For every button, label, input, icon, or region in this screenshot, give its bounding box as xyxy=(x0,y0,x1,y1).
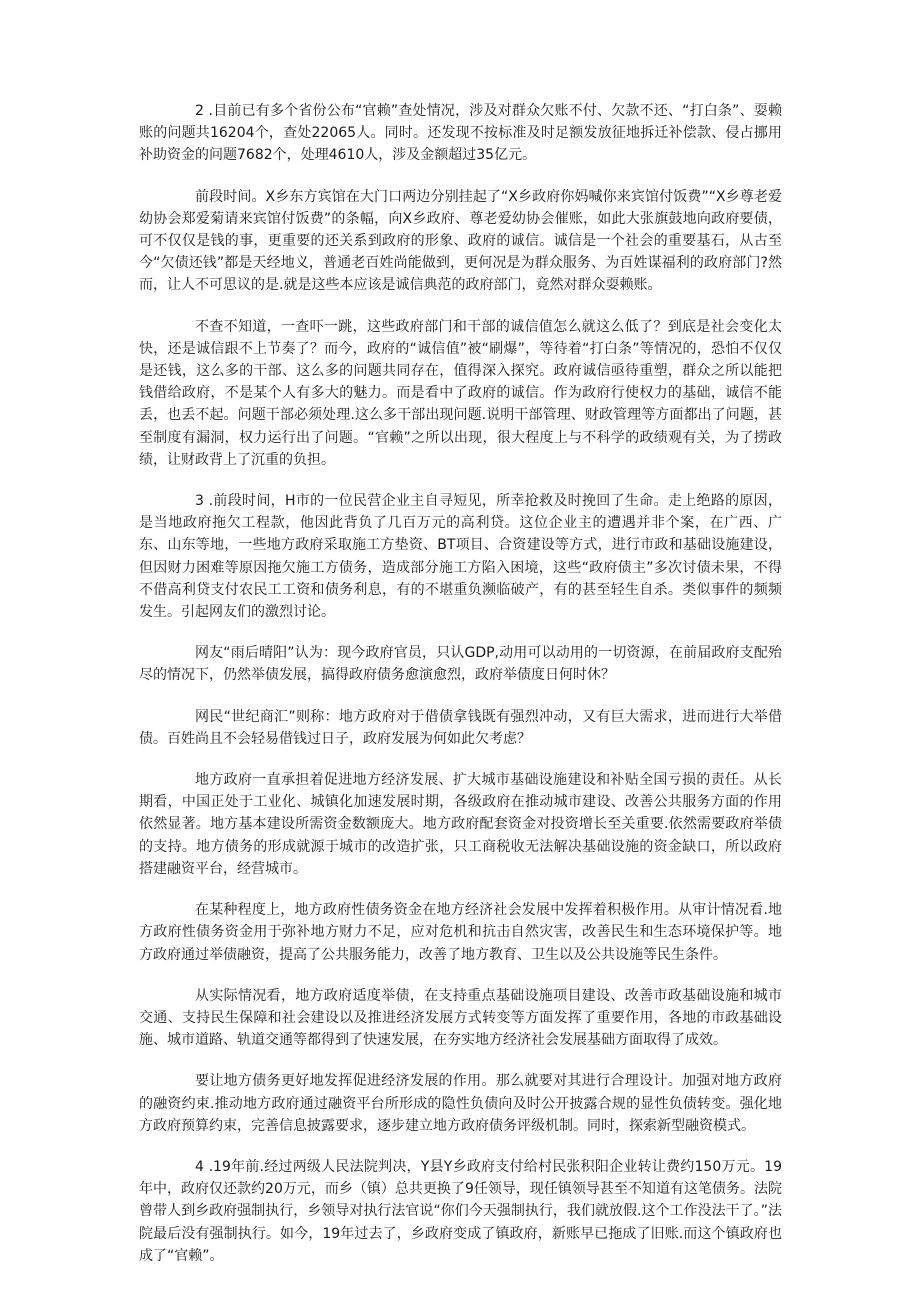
paragraph-2: 前段时间。X乡东方宾馆在大门口两边分别挂起了“X乡政府你妈喊你来宾馆付饭费”“X乡尊老爱幼协会郑爱菊请来宾馆付饭费”的条幅，向X乡政府、尊老爱幼协会催账，如此大张旗鼓地向政府要债，可不仅仅是钱的事，更重要的还关系到政府的形象、政府的诚信。诚信是一个社会的重要基石，从古至今“欠债还钱”都是天经地义，普通老百姓尚能做到，更何况是为群众服务、为百姓谋福利的政府部门?然而，让人不可思议的是.就是这些本应该是诚信典范的政府部门，竟然对群众耍赖账。 xyxy=(139,188,782,294)
paragraph-3: 不查不知道，一查吓一跳，这些政府部门和干部的诚信值怎么就这么低了？到底是社会变化太快，还是诚信跟不上节奏了？而今，政府的“诚信值”被“刷爆”，等待着“打白条”等情况的，恐怕不仅仅是还钱，这么多的干部、这么多的问题共同存在，值得深入探究。政府诚信亟待重塑，群众之所以能把钱借给政府，不是某个人有多大的魅力。而是看中了政府的诚信。作为政府行使权力的基础，诚信不能丢，也丢不起。问题干部必须处理.这么多干部出现问题.说明干部管理、财政管理等方面都出了问题，甚至制度有漏洞，权力运行出了问题。“官赖”之所以出现，很大程度上与不科学的政绩观有关，为了捞政绩，让财政背上了沉重的负担。 xyxy=(139,318,782,468)
paragraph-7: 地方政府一直承担着促进地方经济发展、扩大城市基础设施建设和补贴全国亏损的责任。从长期看，中国正处于工业化、城镇化加速发展时期，各级政府在推动城市建设、改善公共服务方面的作用依然显著。地方基本建设所需资金数额庞大。地方政府配套资金对投资增长至关重要.依然需要政府举债的支持。地方债务的形成就源于城市的改造扩张，只工商税收无法解决基础设施的资金缺口，所以政府搭建融资平台，经营城市。 xyxy=(139,772,782,877)
paragraph-6: 网民“世纪商汇”则称：地方政府对于借债拿钱既有强烈冲动，又有巨大需求，进而进行大举借债。百姓尚且不会轻易借钱过日子，政府发展为何如此欠考虑？ xyxy=(139,708,782,747)
paragraph-1: 2 .目前已有多个省份公布“官赖”查处情况，涉及对群众欠账不付、欠款不还、“打白条”、耍赖账的问题共16204个，查处22065人。同时。还发现不按标准及时足额发放征地拆迁补偿款、侵占挪用补助资金的问题7682个，处理4610人，涉及金额超过35亿元。 xyxy=(139,103,782,164)
paragraph-11: 4 .19年前.经过两级人民法院判决，Y县Y乡政府支付给村民张积阳企业转让费约150万元。19年中，政府仅还款约20万元，而乡（镇）总共更换了9任领导，现任镇领导甚至不知道有这笔债务。法院曾带人到乡政府强制执行，乡领导对执行法官说“你们今天强制执行，我们就放假.这个工作没法干了。”法院最后没有强制执行。如今，19年过去了，乡政府变成了镇政府，新账早已拖成了旧账.而这个镇政府也成了“官赖”。 xyxy=(139,1158,782,1264)
paragraph-5: 网友“雨后晴阳”认为：现今政府官员，只认GDP,动用可以动用的一切资源，在前届政府支配殆尽的情况下，仍然举债发展，搞得政府债务愈演愈烈，政府举债度日何时休？ xyxy=(139,645,782,684)
paragraph-8: 在某种程度上，地方政府性债务资金在地方经济社会发展中发挥着积极作用。从审计情况看.地方政府性债务资金用于弥补地方财力不足，应对危机和抗击自然灾害，改善民生和生态环境保护等。地方政府通过举债融资，提高了公共服务能力，改善了地方教育、卫生以及公共设施等民生条件。 xyxy=(139,902,782,963)
paragraph-10: 要让地方债务更好地发挥促进经济发展的作用。那么就要对其进行合理设计。加强对地方政府的融资约束.推动地方政府通过融资平台所形成的隐性负债向及时公开披露合规的显性负债转变。强化地方政府预算约束，完善信息披露要求，逐步建立地方政府债务评级机制。同时，探索新型融资模式。 xyxy=(139,1073,782,1134)
paragraph-4: 3 .前段时间，H市的一位民营企业主自寻短见，所幸抢救及时挽回了生命。走上绝路的原因，是当地政府拖欠工程款，他因此背负了几百万元的高利贷。这位企业主的遭遇并非个案，在广西、广东、山东等地，一些地方政府采取施工方垫资、BT项目、合资建设等方式，进行市政和基础设施建设，但因财力困难等原因拖欠施工方债务，造成部分施工方陷入困境，这些“政府债主”多次讨债未果，不得不借高利贷支付农民工工资和债务利息，有的不堪重负濒临破产，有的甚至轻生自杀。类似事件的频频发生。引起网友们的激烈讨论。 xyxy=(139,493,782,621)
document-body xyxy=(139,100,782,1286)
paragraph-9: 从实际情况看，地方政府适度举债，在支持重点基础设施项目建设、改善市政基础设施和城市交通、支持民生保障和社会建设以及推进经济发展方式转变等方面发挥了重要作用，各地的市政基础设施、城市道路、轨道交通等都得到了快速发展，在夯实地方经济社会发展基础方面取得了成效。 xyxy=(139,987,782,1049)
